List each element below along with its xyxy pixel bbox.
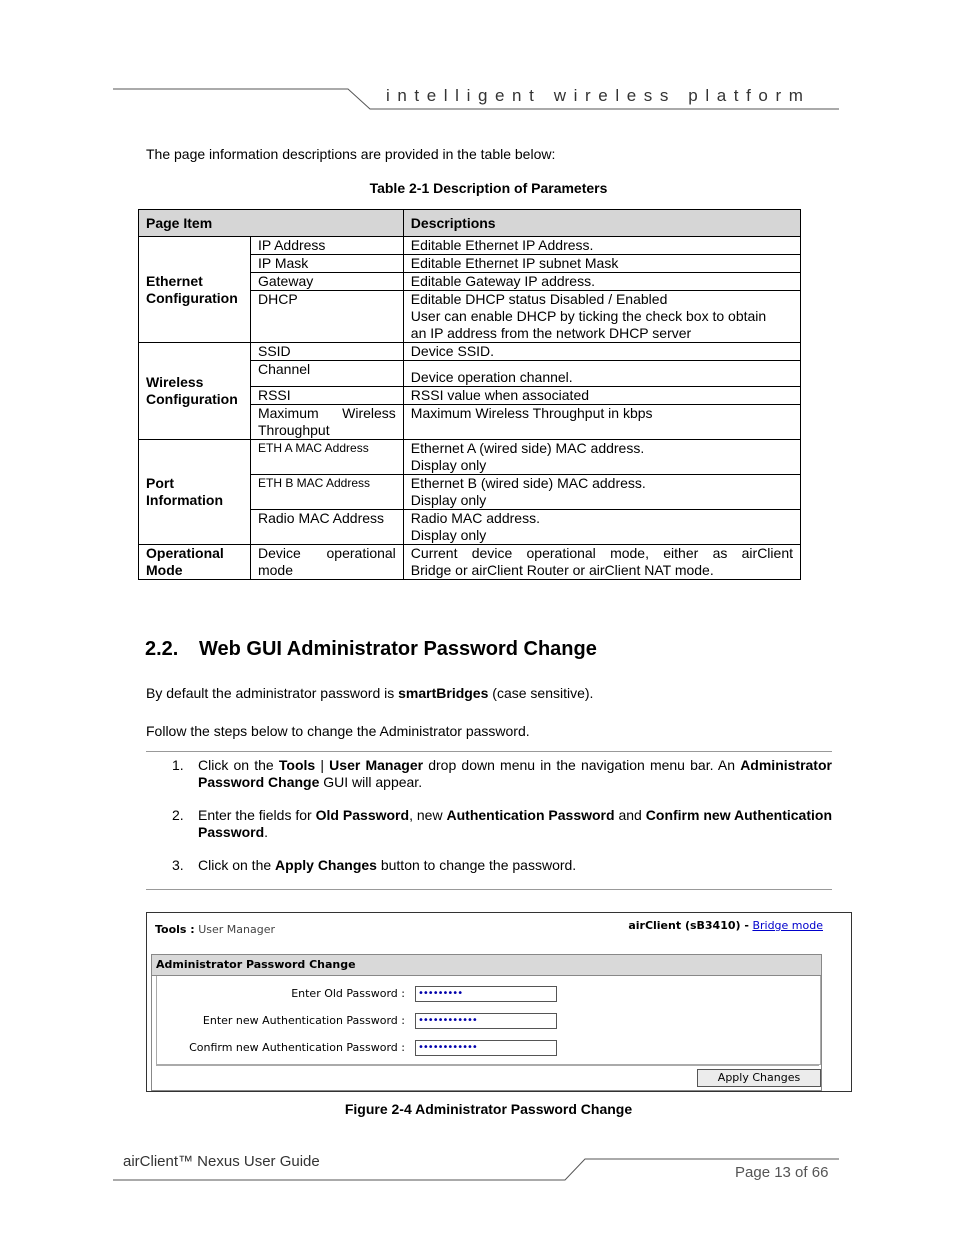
description-line: Device SSID. xyxy=(410,343,495,359)
description-line: Editable DHCP status Disabled / Enabled xyxy=(410,291,668,307)
description-cell xyxy=(403,440,800,475)
apply-changes-button[interactable]: Apply Changes xyxy=(697,1069,821,1087)
item-cell: Gateway xyxy=(250,273,403,291)
password-fields-area xyxy=(156,976,821,1065)
step-text: | xyxy=(315,757,330,773)
section-heading xyxy=(145,638,597,661)
new-password-input[interactable]: •••••••••••• xyxy=(415,1013,557,1029)
step-text: Click on the xyxy=(198,757,279,773)
description-line: Ethernet A (wired side) MAC address. xyxy=(410,440,645,456)
description-cell xyxy=(403,291,800,343)
description-line: Device operation channel. xyxy=(410,369,573,385)
group-name-cell xyxy=(139,237,251,343)
table-row xyxy=(139,440,801,475)
item-cell: DHCP xyxy=(250,291,403,343)
table-row xyxy=(139,343,801,361)
item-cell: Radio MAC Address xyxy=(250,510,403,545)
group-name-line: Mode xyxy=(146,562,183,578)
description-cell xyxy=(403,475,800,510)
step-bold-text: Old Password xyxy=(315,807,410,823)
default-password-text xyxy=(146,685,593,702)
description-line: User can enable DHCP by ticking the check box to obtain xyxy=(410,308,767,324)
item-line: mode xyxy=(257,562,294,578)
section-number: 2.2. xyxy=(145,638,179,660)
step-bold-text: User Manager xyxy=(329,757,424,773)
description-cell xyxy=(403,405,800,440)
footer-guide-title: airClient™ Nexus User Guide xyxy=(123,1153,320,1170)
group-name-line: Wireless xyxy=(146,374,204,390)
steps-bottom-rule xyxy=(146,889,832,890)
description-line: Radio MAC address. xyxy=(410,510,540,526)
item-line: Throughput xyxy=(257,422,330,438)
header-tagline: intelligent wireless platform xyxy=(386,86,811,105)
group-name-line: Information xyxy=(146,492,223,508)
group-name-cell xyxy=(139,343,251,440)
footer-page-number: Page 13 of 66 xyxy=(735,1164,829,1181)
step-bold-text: Confirm new Authentication Password xyxy=(198,807,832,840)
description-line: Bridge or airClient Router or airClient NAT mode. xyxy=(410,562,714,578)
device-name: airClient (sB3410) - xyxy=(628,919,749,932)
follow-steps-text: Follow the steps below to change the Administrator password. xyxy=(146,723,530,739)
step-text: , new xyxy=(409,807,447,823)
table-row xyxy=(139,545,801,580)
default-pw-post: (case sensitive). xyxy=(488,685,594,701)
figure-caption: Figure 2-4 Administrator Password Change xyxy=(344,1101,633,1117)
description-line: Display only xyxy=(410,457,487,473)
description-line: Ethernet B (wired side) MAC address. xyxy=(410,475,646,491)
step-text: Click on the xyxy=(198,857,276,873)
group-name-line: Operational xyxy=(146,545,224,561)
table-header-row xyxy=(139,210,801,237)
default-pw-pre: By default the administrator password is xyxy=(146,685,399,701)
breadcrumb-tools[interactable]: Tools : xyxy=(155,923,195,936)
item-cell: ETH A MAC Address xyxy=(250,440,403,475)
group-name-line: Port xyxy=(146,475,174,491)
step-text: drop down menu in the navigation menu bar. An xyxy=(423,757,741,773)
description-line: Display only xyxy=(410,492,487,508)
step-number: 2. xyxy=(172,807,184,823)
description-line: Display only xyxy=(410,527,487,543)
bridge-mode-link[interactable]: Bridge mode xyxy=(752,919,823,932)
new-password-label: Enter new Authentication Password : xyxy=(202,1014,405,1027)
item-line: Device operational xyxy=(257,545,396,561)
step-item xyxy=(146,857,832,874)
description-line: Editable Gateway IP address. xyxy=(410,273,595,289)
step-number: 3. xyxy=(172,857,184,873)
panel-title: Administrator Password Change xyxy=(152,955,821,976)
description-line: Maximum Wireless Throughput in kbps xyxy=(410,405,653,421)
item-cell xyxy=(250,545,403,580)
default-pw-bold: smartBridges xyxy=(398,685,489,701)
group-name-line: Configuration xyxy=(146,391,238,407)
figure-admin-password-gui xyxy=(146,912,852,1092)
description-cell xyxy=(403,343,800,361)
steps-list xyxy=(146,757,832,890)
item-cell xyxy=(250,405,403,440)
description-line: Editable Ethernet IP Address. xyxy=(410,237,594,253)
step-text: Enter the fields for xyxy=(198,807,316,823)
item-cell: RSSI xyxy=(250,387,403,405)
new-password-row xyxy=(157,1013,820,1031)
group-name-cell xyxy=(139,440,251,545)
description-cell xyxy=(403,273,800,291)
parameters-table xyxy=(138,209,801,580)
step-bold-text: Tools xyxy=(278,757,316,773)
step-text: and xyxy=(614,807,646,823)
breadcrumb xyxy=(155,923,275,936)
step-bold-text: Administrator Password Change xyxy=(198,757,832,790)
breadcrumb-user-manager[interactable]: User Manager xyxy=(198,923,275,936)
description-cell xyxy=(403,361,800,387)
table-row xyxy=(139,237,801,255)
step-item xyxy=(146,757,832,791)
description-line: Editable Ethernet IP subnet Mask xyxy=(410,255,619,271)
description-cell xyxy=(403,237,800,255)
description-line: Current device operational mode, either as airClient xyxy=(410,545,793,561)
password-panel xyxy=(151,954,822,1091)
group-name-line: Ethernet xyxy=(146,272,203,289)
button-row xyxy=(156,1065,819,1090)
old-password-row xyxy=(157,986,820,1004)
item-cell: Channel xyxy=(250,361,403,387)
confirm-password-row xyxy=(157,1040,820,1058)
device-info xyxy=(628,919,823,932)
description-cell xyxy=(403,255,800,273)
step-text: button to change the password. xyxy=(376,857,577,873)
description-cell xyxy=(403,387,800,405)
step-item xyxy=(146,807,832,841)
description-line: RSSI value when associated xyxy=(410,387,590,403)
item-cell: ETH B MAC Address xyxy=(250,475,403,510)
confirm-password-input[interactable]: •••••••••••• xyxy=(415,1040,557,1056)
intro-text: The page information descriptions are provided in the table below: xyxy=(146,146,556,162)
steps-top-rule xyxy=(146,751,832,752)
group-name-cell xyxy=(139,545,251,580)
item-line: Maximum Wireless xyxy=(257,405,396,421)
step-bold-text: Authentication Password xyxy=(446,807,615,823)
old-password-label: Enter Old Password : xyxy=(291,987,405,1000)
item-cell: IP Address xyxy=(250,237,403,255)
item-cell: SSID xyxy=(250,343,403,361)
step-number: 1. xyxy=(172,757,184,773)
description-cell xyxy=(403,510,800,545)
description-cell xyxy=(403,545,800,580)
step-bold-text: Apply Changes xyxy=(275,857,377,873)
table-caption: Table 2-1 Description of Parameters xyxy=(369,180,608,196)
step-text: GUI will appear. xyxy=(319,774,423,790)
header-page-item: Page Item xyxy=(139,210,404,237)
section-title: Web GUI Administrator Password Change xyxy=(199,638,597,660)
description-line: an IP address from the network DHCP server xyxy=(410,325,692,341)
item-cell: IP Mask xyxy=(250,255,403,273)
step-text: . xyxy=(264,824,269,840)
old-password-input[interactable]: ••••••••• xyxy=(415,986,557,1002)
header-descriptions: Descriptions xyxy=(403,210,800,237)
confirm-password-label: Confirm new Authentication Password : xyxy=(189,1041,405,1054)
group-name-line: Configuration xyxy=(146,289,238,306)
